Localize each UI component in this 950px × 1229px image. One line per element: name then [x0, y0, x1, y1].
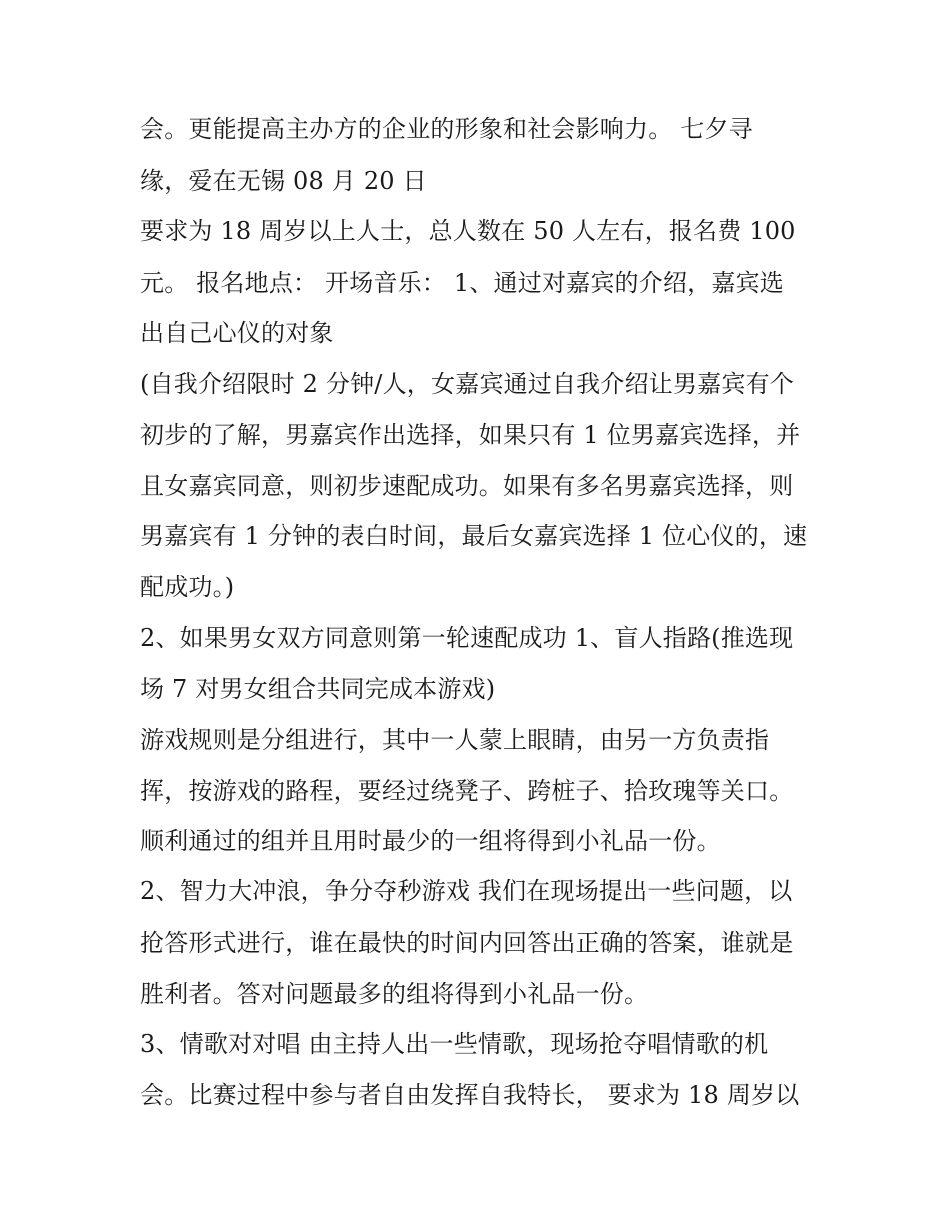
text-line: 2、智力大冲浪，争分夺秒游戏 我们在现场提出一些问题，以 — [140, 877, 793, 905]
text-line: 元。 报名地点： 开场音乐： 1、通过对嘉宾的介绍，嘉宾选 — [140, 269, 784, 297]
text-line: 初步的了解，男嘉宾作出选择，如果只有 1 位男嘉宾选择，并 — [140, 421, 801, 449]
text-line: 配成功。) — [140, 573, 235, 601]
text-line: 出自己心仪的对象 — [140, 319, 334, 347]
text-line: 抢答形式进行，谁在最快的时间内回答出正确的答案，谁就是 — [140, 929, 794, 957]
text-line: 胜利者。答对问题最多的组将得到小礼品一份。 — [140, 980, 649, 1008]
text-line: 游戏规则是分组进行，其中一人蒙上眼睛，由另一方负责指 — [140, 726, 770, 754]
text-line: 场 7 对男女组合共同完成本游戏) — [140, 675, 496, 703]
text-line: 会。比赛过程中参与者自由发挥自我特长， 要求为 18 周岁以 — [140, 1081, 800, 1109]
text-line: 男嘉宾有 1 分钟的表白时间，最后女嘉宾选择 1 位心仪的，速 — [140, 522, 808, 550]
text-line: 2、如果男女双方同意则第一轮速配成功 1、盲人指路(推选现 — [140, 624, 794, 652]
text-line: 缘，爱在无锡 08 月 20 日 — [140, 167, 427, 195]
text-line: 要求为 18 周岁以上人士，总人数在 50 人左右，报名费 100 — [140, 217, 796, 245]
text-line: 挥，按游戏的路程，要经过绕凳子、跨桩子、拾玫瑰等关口。 — [140, 777, 794, 805]
text-line: 会。更能提高主办方的企业的形象和社会影响力。 七夕寻 — [140, 115, 753, 143]
text-line: 且女嘉宾同意，则初步速配成功。如果有多名男嘉宾选择，则 — [140, 472, 794, 500]
text-line: 顺利通过的组并且用时最少的一组将得到小礼品一份。 — [140, 827, 721, 855]
text-line: (自我介绍限时 2 分钟/人，女嘉宾通过自我介绍让男嘉宾有个 — [140, 370, 794, 398]
text-line: 3、情歌对对唱 由主持人出一些情歌，现场抢夺唱情歌的机 — [140, 1030, 769, 1058]
